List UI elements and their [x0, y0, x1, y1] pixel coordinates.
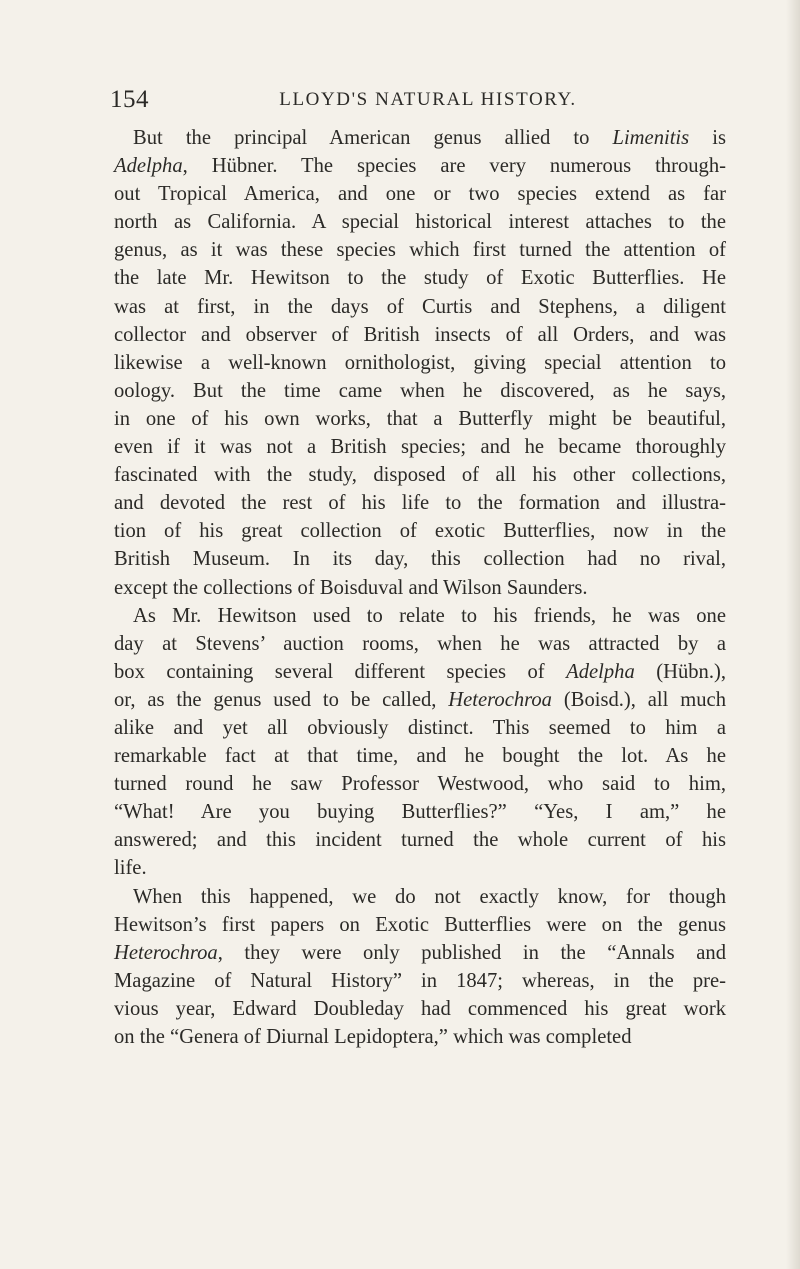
text-segment: answered; and this incident turned the whole current of his: [114, 829, 726, 852]
text-line: [114, 658, 726, 686]
italic-term: Adelpha: [114, 155, 183, 178]
text-segment: vious year, Edward Doubleday had commenced his great work: [114, 997, 726, 1020]
text-segment: likewise a well-known ornithologist, giving special attention to: [114, 351, 726, 374]
text-segment: or, as the genus used to be called,: [114, 688, 449, 711]
text-segment: “What! Are you buying Butterflies?” “Yes, I am,” he: [114, 801, 726, 824]
text-line: [114, 124, 726, 152]
text-line: [114, 883, 726, 911]
text-line: [114, 911, 726, 939]
text-line: [114, 967, 726, 995]
text-line: [114, 208, 726, 236]
text-line: [114, 602, 726, 630]
text-line: [114, 742, 726, 770]
text-line: [114, 152, 726, 180]
text-line: [114, 630, 726, 658]
text-line: [114, 264, 726, 292]
text-segment: When this happened, we do not exactly know, for though: [133, 885, 726, 908]
text-line: [114, 686, 726, 714]
text-segment: even if it was not a British species; and he became thoroughly: [114, 436, 726, 459]
text-segment: As Mr. Hewitson used to relate to his friends, he was one: [133, 604, 726, 627]
text-segment: out Tropical America, and one or two species extend as far: [114, 183, 726, 206]
text-segment: except the collections of Boisduval and Wilson Saunders.: [114, 576, 588, 599]
text-segment: , Hübner. The species are very numerous through-: [182, 155, 726, 178]
running-head: LLOYD'S NATURAL HISTORY.: [279, 89, 577, 110]
text-line: [114, 939, 726, 967]
text-segment: alike and yet all obviously distinct. This seemed to him a: [114, 716, 726, 739]
text-line: [114, 995, 726, 1023]
text-line: [114, 377, 726, 405]
text-line: [114, 461, 726, 489]
text-segment: day at Stevens’ auction rooms, when he was attracted by a: [114, 632, 726, 655]
text-segment: in one of his own works, that a Butterfly might be beautiful,: [114, 407, 726, 430]
text-segment: oology. But the time came when he discovered, as he says,: [114, 379, 726, 402]
text-line: [114, 545, 726, 573]
text-segment: Magazine of Natural History” in 1847; whereas, in the pre-: [114, 969, 726, 992]
text-line: [114, 489, 726, 517]
text-segment: is: [689, 127, 726, 149]
text-line: [114, 236, 726, 264]
text-segment: life.: [114, 857, 147, 880]
italic-term: Heterochroa: [448, 688, 552, 711]
text-line: [114, 433, 726, 461]
text-segment: But the principal American genus allied to: [133, 127, 613, 149]
text-segment: fascinated with the study, disposed of all his other collections,: [114, 464, 726, 487]
italic-term: Limenitis: [612, 127, 690, 149]
page-header: [110, 86, 726, 126]
text-line: [114, 405, 726, 433]
text-line: [114, 714, 726, 742]
text-segment: (Hübn.),: [634, 660, 726, 683]
text-segment: on the “Genera of Diurnal Lepidoptera,” which was completed: [114, 1026, 632, 1048]
text-segment: genus, as it was these species which first turned the attention of: [114, 239, 726, 262]
text-line: [114, 293, 726, 321]
text-line: [114, 1023, 726, 1051]
italic-term: Heterochroa: [114, 941, 218, 964]
text-line: [114, 826, 726, 854]
text-line: [114, 180, 726, 208]
text-segment: north as California. A special historical interest attaches to the: [114, 211, 726, 234]
italic-term: Adelpha: [566, 660, 635, 683]
text-segment: was at first, in the days of Curtis and Stephens, a diligent: [114, 295, 726, 318]
text-line: [114, 349, 726, 377]
text-segment: remarkable fact at that time, and he bought the lot. As he: [114, 745, 726, 768]
text-line: [114, 321, 726, 349]
text-segment: turned round he saw Professor Westwood, who said to him,: [114, 773, 726, 796]
text-segment: the late Mr. Hewitson to the study of Exotic Butterflies. He: [114, 267, 726, 290]
text-line: [114, 574, 726, 602]
text-segment: , they were only published in the “Annals and: [217, 941, 726, 964]
page-number: 154: [110, 86, 149, 113]
text-line: [114, 798, 726, 826]
text-segment: tion of his great collection of exotic Butterflies, now in the: [114, 520, 726, 543]
text-segment: box containing several different species of: [114, 660, 567, 683]
body-text: [114, 124, 726, 1051]
text-line: [114, 770, 726, 798]
text-line: [114, 854, 726, 882]
text-segment: British Museum. In its day, this collection had no rival,: [114, 548, 726, 571]
text-segment: Hewitson’s first papers on Exotic Butterflies were on the genus: [114, 913, 726, 936]
text-segment: and devoted the rest of his life to the formation and illustra-: [114, 492, 726, 515]
text-segment: (Boisd.), all much: [551, 688, 726, 711]
text-line: [114, 517, 726, 545]
page-edge-shadow: [786, 0, 800, 1269]
text-segment: collector and observer of British insects of all Orders, and was: [114, 323, 726, 346]
